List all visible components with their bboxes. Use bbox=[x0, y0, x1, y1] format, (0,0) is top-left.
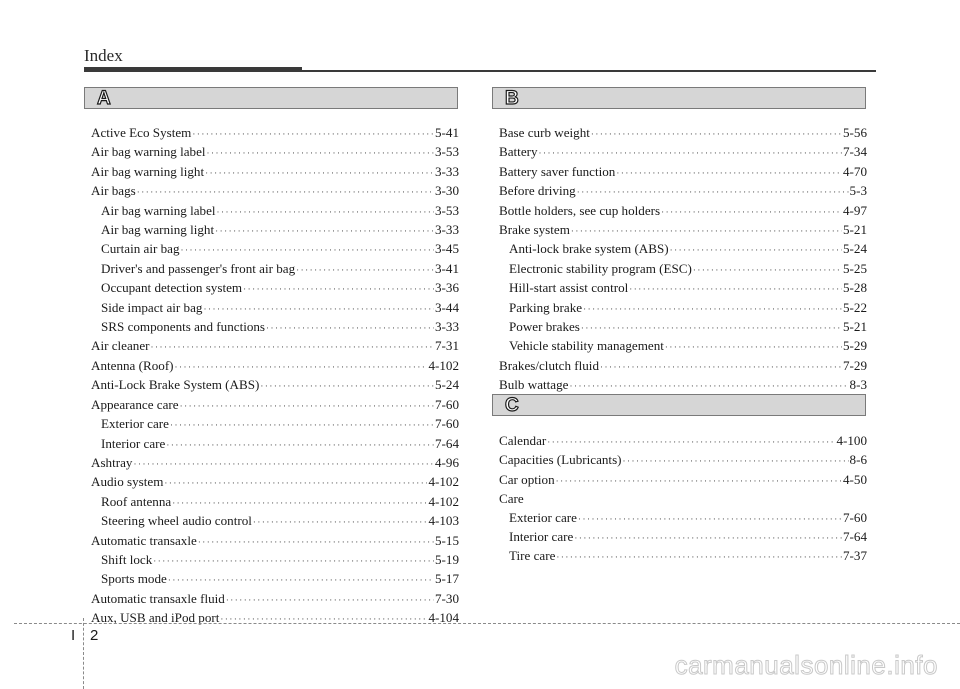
entry-label: Air bag warning light bbox=[91, 163, 205, 179]
index-subentry bbox=[91, 202, 459, 221]
index-subentry bbox=[91, 435, 459, 454]
entry-label: Power brakes bbox=[509, 319, 580, 335]
dot-leader bbox=[253, 513, 428, 531]
entry-page-ref: 4-70 bbox=[842, 163, 867, 179]
entry-page-ref: 5-22 bbox=[842, 299, 867, 315]
title-underline-thick bbox=[84, 67, 302, 72]
footer-divider bbox=[14, 623, 960, 624]
dot-leader bbox=[164, 474, 427, 492]
index-subentry bbox=[499, 240, 867, 259]
entry-label: Side impact air bag bbox=[101, 299, 203, 315]
entry-page-ref: 3-33 bbox=[434, 319, 459, 335]
entry-page-ref: 7-64 bbox=[842, 529, 867, 545]
dot-leader bbox=[670, 241, 842, 259]
entry-page-ref: 5-29 bbox=[842, 338, 867, 354]
entry-label: Base curb weight bbox=[499, 125, 590, 140]
entry-page-ref: 3-36 bbox=[434, 280, 459, 296]
entry-page-ref: 4-102 bbox=[428, 493, 459, 509]
dot-leader bbox=[192, 125, 434, 143]
entry-page-ref: 7-29 bbox=[842, 357, 867, 373]
entry-label: Air bag warning light bbox=[101, 222, 215, 238]
watermark: carmanualsonline.info bbox=[674, 650, 938, 680]
index-subentry bbox=[91, 493, 459, 512]
index-subentry bbox=[499, 279, 867, 298]
index-list-b bbox=[499, 124, 867, 396]
index-entry bbox=[499, 202, 867, 221]
index-entry bbox=[91, 182, 459, 201]
entry-page-ref: 5-19 bbox=[434, 551, 459, 567]
dot-leader bbox=[217, 203, 434, 221]
dot-leader bbox=[266, 319, 434, 337]
entry-label: Battery bbox=[499, 144, 538, 160]
dot-leader bbox=[623, 452, 849, 470]
entry-page-ref: 3-33 bbox=[434, 222, 459, 238]
entry-label: Anti-lock brake system (ABS) bbox=[509, 241, 669, 257]
entry-label: Car option bbox=[499, 471, 555, 487]
entry-label: Electronic stability program (ESC) bbox=[509, 260, 692, 276]
entry-page-ref: 4-100 bbox=[836, 433, 867, 448]
dot-leader bbox=[168, 571, 434, 589]
entry-label: Automatic transaxle bbox=[91, 532, 197, 548]
dot-leader bbox=[591, 125, 842, 143]
entry-page-ref: 4-103 bbox=[428, 513, 459, 529]
dot-leader bbox=[578, 510, 842, 528]
index-subentry bbox=[499, 509, 867, 528]
index-entry bbox=[499, 490, 867, 508]
dot-leader bbox=[556, 548, 842, 566]
dot-leader bbox=[175, 358, 428, 376]
index-subentry bbox=[91, 221, 459, 240]
entry-label: Occupant detection system bbox=[101, 280, 243, 296]
dot-leader bbox=[170, 416, 434, 434]
dot-leader bbox=[166, 436, 434, 454]
entry-page-ref: 5-3 bbox=[849, 183, 867, 199]
entry-page-ref: 5-25 bbox=[842, 260, 867, 276]
entry-label: Brakes/clutch fluid bbox=[499, 357, 599, 373]
index-subentry bbox=[499, 337, 867, 356]
index-entry bbox=[499, 163, 867, 182]
index-entry bbox=[91, 357, 459, 376]
dot-leader bbox=[151, 338, 434, 356]
dot-leader bbox=[574, 529, 842, 547]
footer-vertical-divider bbox=[83, 618, 84, 689]
entry-label: Parking brake bbox=[509, 299, 583, 315]
entry-page-ref: 5-21 bbox=[842, 222, 867, 238]
entry-label: Antenna (Roof) bbox=[91, 357, 174, 373]
dot-leader bbox=[243, 280, 434, 298]
dot-leader bbox=[260, 377, 434, 395]
entry-label: Ashtray bbox=[91, 454, 133, 470]
dot-leader bbox=[181, 241, 434, 259]
index-subentry bbox=[91, 570, 459, 589]
index-entry bbox=[499, 471, 867, 490]
index-entry bbox=[91, 609, 459, 628]
entry-page-ref: 3-53 bbox=[434, 144, 459, 160]
dot-leader bbox=[571, 222, 842, 240]
entry-label: Bottle holders, see cup holders bbox=[499, 202, 661, 218]
index-entry bbox=[91, 143, 459, 162]
entry-page-ref: 5-56 bbox=[842, 125, 867, 140]
entry-label: Shift lock bbox=[101, 551, 153, 567]
entry-label: Hill-start assist control bbox=[509, 280, 629, 296]
entry-page-ref: 4-104 bbox=[428, 610, 459, 626]
index-list-c bbox=[499, 432, 867, 567]
entry-page-ref: 5-17 bbox=[434, 571, 459, 587]
index-subentry bbox=[91, 551, 459, 570]
dot-leader bbox=[600, 358, 842, 376]
entry-page-ref: 7-60 bbox=[434, 416, 459, 432]
entry-page-ref: 7-34 bbox=[842, 144, 867, 160]
entry-label: Air bags bbox=[91, 183, 136, 199]
index-subentry bbox=[91, 260, 459, 279]
dot-leader bbox=[577, 183, 849, 201]
section-header-c bbox=[492, 394, 866, 416]
entry-page-ref: 7-64 bbox=[434, 435, 459, 451]
entry-label: Active Eco System bbox=[91, 125, 192, 140]
index-subentry bbox=[91, 240, 459, 259]
entry-label: Brake system bbox=[499, 222, 570, 238]
index-entry bbox=[499, 451, 867, 470]
entry-label: SRS components and functions bbox=[101, 319, 266, 335]
dot-leader bbox=[203, 300, 434, 318]
entry-page-ref: 3-41 bbox=[434, 260, 459, 276]
dot-leader bbox=[226, 591, 434, 609]
entry-page-ref: 3-45 bbox=[434, 241, 459, 257]
index-subentry bbox=[91, 415, 459, 434]
entry-label: Automatic transaxle fluid bbox=[91, 590, 225, 606]
index-entry bbox=[91, 532, 459, 551]
index-entry bbox=[91, 124, 459, 143]
entry-label: Tire care bbox=[509, 548, 556, 564]
entry-page-ref: 4-96 bbox=[434, 454, 459, 470]
dot-leader bbox=[661, 203, 842, 221]
index-entry bbox=[499, 357, 867, 376]
index-entry bbox=[91, 590, 459, 609]
index-entry bbox=[499, 221, 867, 240]
entry-label: Audio system bbox=[91, 474, 164, 490]
dot-leader bbox=[583, 300, 842, 318]
entry-label: Aux, USB and iPod port bbox=[91, 610, 220, 626]
entry-page-ref: 7-37 bbox=[842, 548, 867, 564]
section-header-b bbox=[492, 87, 866, 109]
index-subentry bbox=[499, 260, 867, 279]
entry-label: Air cleaner bbox=[91, 338, 150, 354]
dot-leader bbox=[665, 338, 842, 356]
entry-page-ref: 3-53 bbox=[434, 202, 459, 218]
entry-label: Exterior care bbox=[101, 416, 169, 432]
dot-leader bbox=[629, 280, 842, 298]
entry-label: Steering wheel audio control bbox=[101, 513, 252, 529]
index-entry bbox=[499, 143, 867, 162]
index-list-a bbox=[91, 124, 459, 629]
dot-leader bbox=[547, 433, 835, 451]
entry-label: Interior care bbox=[101, 435, 166, 451]
entry-page-ref: 3-30 bbox=[434, 183, 459, 199]
entry-page-ref: 5-41 bbox=[434, 125, 459, 140]
footer-section-letter: I bbox=[71, 627, 76, 644]
entry-page-ref: 3-44 bbox=[434, 299, 459, 315]
dot-leader bbox=[220, 610, 427, 628]
entry-page-ref: 8-3 bbox=[849, 377, 867, 393]
index-subentry bbox=[499, 547, 867, 566]
entry-label: Air bag warning label bbox=[101, 202, 216, 218]
entry-page-ref: 5-24 bbox=[842, 241, 867, 257]
dot-leader bbox=[581, 319, 842, 337]
entry-label: Roof antenna bbox=[101, 493, 172, 509]
entry-page-ref: 4-102 bbox=[428, 357, 459, 373]
index-subentry bbox=[499, 318, 867, 337]
entry-label: Exterior care bbox=[509, 509, 577, 525]
index-subentry bbox=[91, 279, 459, 298]
page-title: Index bbox=[84, 46, 123, 65]
entry-label: Appearance care bbox=[91, 396, 179, 412]
title-underline-thin bbox=[302, 70, 876, 72]
entry-page-ref: 7-60 bbox=[842, 509, 867, 525]
dot-leader bbox=[296, 261, 434, 279]
dot-leader bbox=[198, 533, 434, 551]
entry-label: Curtain air bag bbox=[101, 241, 180, 257]
entry-label: Air bag warning label bbox=[91, 144, 206, 160]
dot-leader bbox=[616, 164, 842, 182]
dot-leader bbox=[556, 472, 842, 490]
dot-leader bbox=[569, 377, 848, 395]
entry-label: Bulb wattage bbox=[499, 377, 569, 393]
index-subentry bbox=[499, 299, 867, 318]
index-entry bbox=[91, 473, 459, 492]
section-letter-b: B bbox=[505, 88, 519, 109]
entry-page-ref: 5-28 bbox=[842, 280, 867, 296]
index-subentry bbox=[91, 299, 459, 318]
index-entry bbox=[499, 124, 867, 143]
dot-leader bbox=[205, 164, 434, 182]
dot-leader bbox=[137, 183, 434, 201]
entry-page-ref: 7-30 bbox=[434, 590, 459, 606]
entry-label: Anti-Lock Brake System (ABS) bbox=[91, 377, 260, 393]
entry-page-ref: 4-102 bbox=[428, 474, 459, 490]
index-entry bbox=[91, 376, 459, 395]
entry-label: Battery saver function bbox=[499, 163, 616, 179]
entry-label: Capacities (Lubricants) bbox=[499, 452, 622, 468]
section-letter-c: C bbox=[505, 395, 519, 416]
index-entry bbox=[499, 376, 867, 395]
entry-page-ref: 5-15 bbox=[434, 532, 459, 548]
dot-leader bbox=[693, 261, 842, 279]
dot-leader bbox=[207, 144, 434, 162]
index-entry bbox=[499, 432, 867, 451]
dot-leader bbox=[180, 397, 434, 415]
entry-label: Calendar bbox=[499, 433, 547, 448]
section-header-a bbox=[84, 87, 458, 109]
index-subentry bbox=[499, 528, 867, 547]
index-entry bbox=[91, 163, 459, 182]
entry-page-ref: 4-97 bbox=[842, 202, 867, 218]
entry-label: Driver's and passenger's front air bag bbox=[101, 260, 296, 276]
entry-page-ref: 8-6 bbox=[849, 452, 867, 468]
entry-page-ref: 3-33 bbox=[434, 163, 459, 179]
entry-label: Interior care bbox=[509, 529, 574, 545]
entry-label: Sports mode bbox=[101, 571, 167, 587]
dot-leader bbox=[539, 144, 842, 162]
index-subentry bbox=[91, 318, 459, 337]
entry-page-ref: 4-50 bbox=[842, 471, 867, 487]
footer-page-number: 2 bbox=[90, 627, 99, 644]
index-entry bbox=[499, 182, 867, 201]
entry-label: Care bbox=[499, 491, 524, 507]
entry-page-ref: 7-60 bbox=[434, 396, 459, 412]
dot-leader bbox=[215, 222, 434, 240]
entry-label: Vehicle stability management bbox=[509, 338, 664, 354]
dot-leader bbox=[153, 552, 434, 570]
entry-label: Before driving bbox=[499, 183, 576, 199]
index-entry bbox=[91, 396, 459, 415]
index-entry bbox=[91, 337, 459, 356]
index-entry bbox=[91, 454, 459, 473]
index-subentry bbox=[91, 512, 459, 531]
section-letter-a: A bbox=[97, 88, 111, 109]
entry-page-ref: 5-21 bbox=[842, 319, 867, 335]
dot-leader bbox=[172, 494, 427, 512]
entry-page-ref: 5-24 bbox=[434, 377, 459, 393]
dot-leader bbox=[133, 455, 434, 473]
entry-page-ref: 7-31 bbox=[434, 338, 459, 354]
